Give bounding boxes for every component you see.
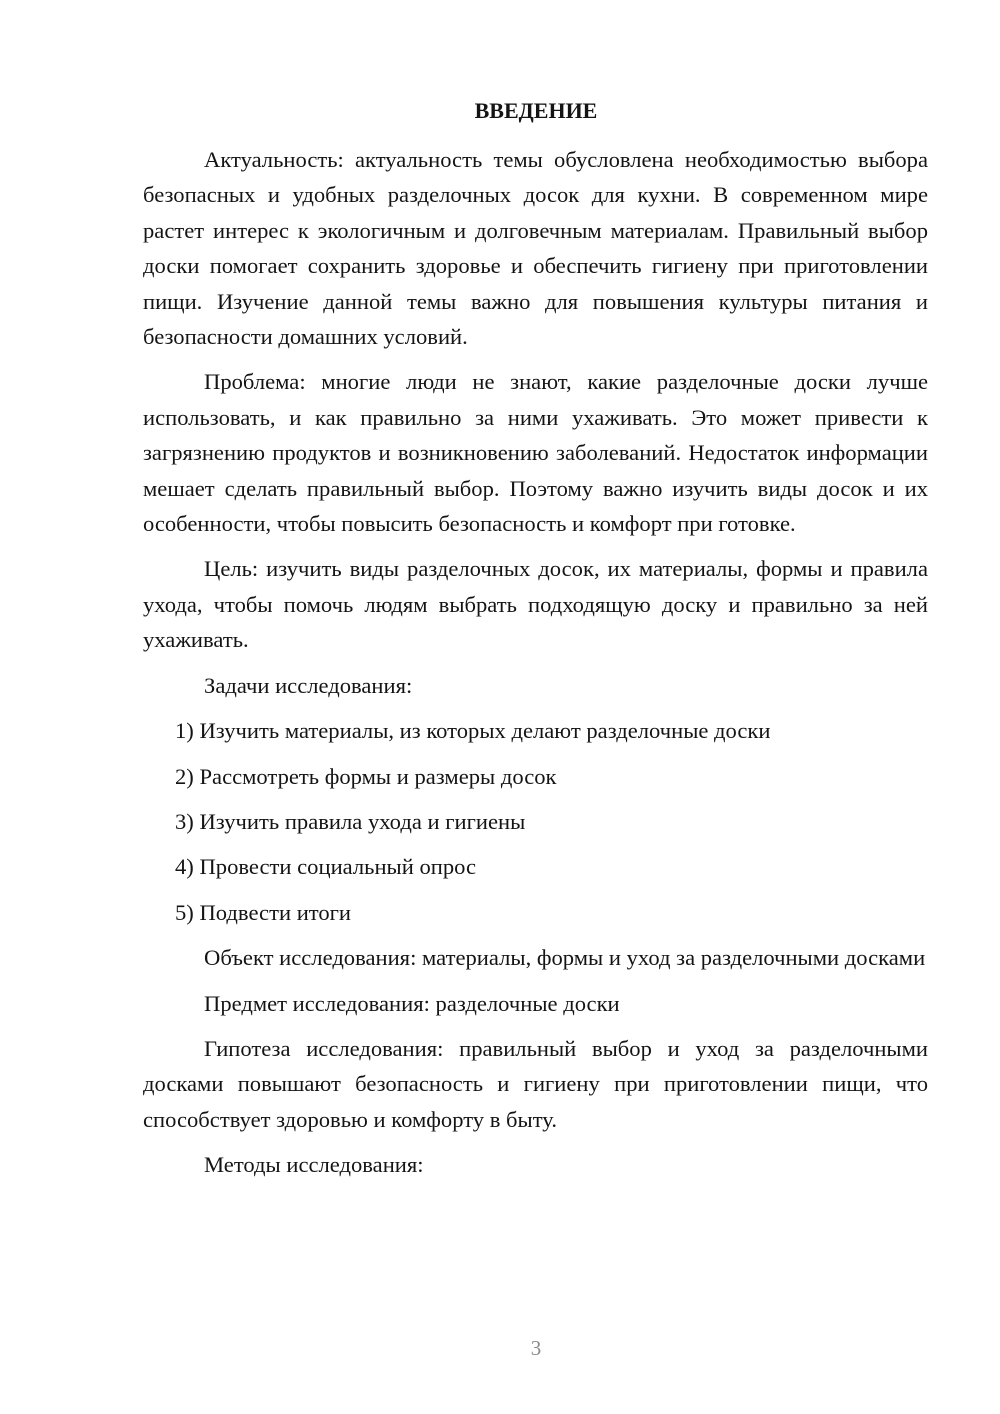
paragraph-problem: Проблема: многие люди не знают, какие разделочные доски лучше использовать, и как правильно за ними ухаживать. Это может привести к загрязнению продуктов и возникновению заболеваний. Недостаток информации мешает сделать правильный выбор. Поэтому важно изучить виды досок и их особенности, чтобы повысить безопасность и комфорт при готовке.: [143, 369, 928, 537]
paragraph-tasks-title: Задачи исследования:: [204, 672, 413, 698]
paragraph-subject: Предмет исследования: разделочные доски: [204, 990, 620, 1016]
section-heading: ВВЕДЕНИЕ: [474, 98, 598, 123]
paragraph-goal: Цель: изучить виды разделочных досок, их материалы, формы и правила ухода, чтобы помочь людям выбрать подходящую доску и правильно за ней ухаживать.: [143, 556, 928, 653]
paragraph-methods-title: Методы исследования:: [204, 1152, 424, 1178]
paragraph-hypothesis: Гипотеза исследования: правильный выбор и уход за разделочными досками повышают безопасность и гигиену при приготовлении пищи, что способствует здоровью и комфорту в быту.: [143, 1035, 928, 1132]
list-item: 1) Изучить материалы, из которых делают разделочные доски: [175, 718, 771, 744]
list-item: 3) Изучить правила ухода и гигиены: [175, 808, 526, 834]
list-item: 2) Рассмотреть формы и размеры досок: [175, 763, 557, 789]
list-item: 5) Подвести итоги: [175, 899, 352, 925]
list-item: 4) Провести социальный опрос: [175, 854, 477, 880]
tasks-list: [143, 713, 928, 930]
paragraph-object: Объект исследования: материалы, формы и уход за разделочными досками: [204, 945, 926, 971]
page-number: 3: [530, 1336, 542, 1360]
paragraph-relevance: Актуальность: актуальность темы обусловлена необходимостью выбора безопасных и удобных разделочных досок для кухни. В современном мире растет интерес к экологичным и долговечным материалам. Правильный выбор доски помогает сохранить здоровье и обеспечить гигиену при приготовлении пищи. Изучение данной темы важно для повышения культуры питания и безопасности домашних условий.: [143, 147, 928, 350]
body-text: [143, 142, 928, 1193]
